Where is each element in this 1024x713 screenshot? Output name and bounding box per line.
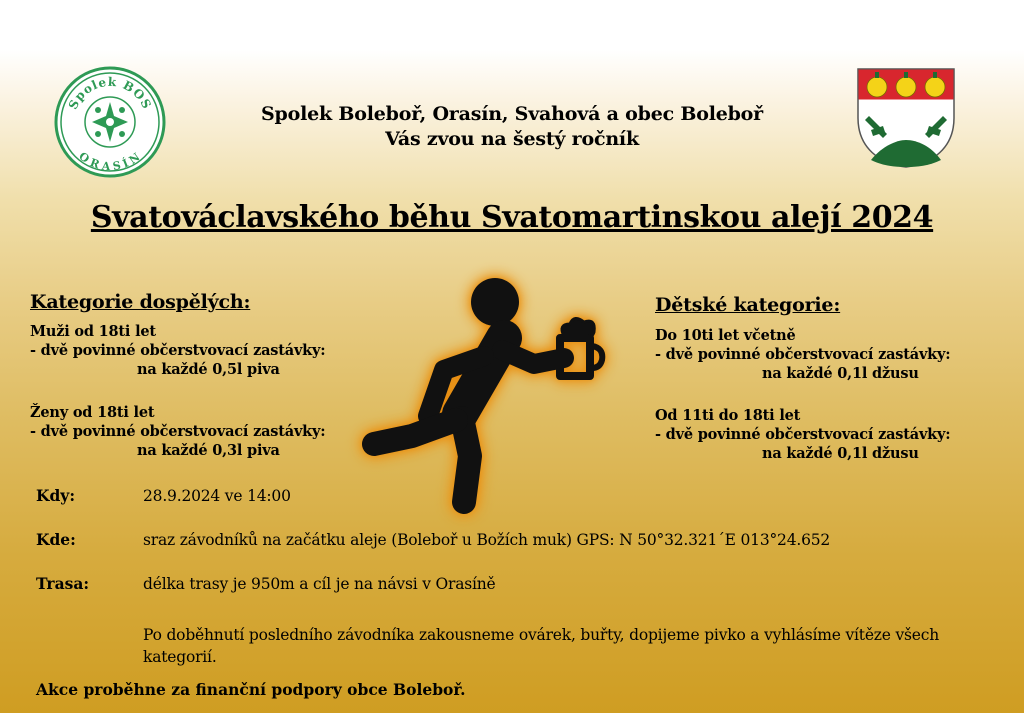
adult-men-category [30,322,325,379]
svg-text:Spolek BOS: Spolek BOS [65,74,155,112]
category-name: Do 10ti let včetně [655,327,796,344]
organizer-line: Spolek Boleboř, Orasín, Svahová a obec Boleboř [261,103,763,125]
when-value: 28.9.2024 ve 14:00 [143,487,291,505]
category-name: Od 11ti do 18ti let [655,407,801,424]
route-value: délka trasy je 950m a cíl je na návsi v Orasíně [143,575,496,593]
runner-with-beer-icon [352,266,614,524]
kids-11-18-category [655,406,950,463]
route-label: Trasa: [36,574,90,593]
adult-women-category [30,403,325,460]
category-name: Ženy od 18ti let [30,404,155,421]
category-name: Muži od 18ti let [30,323,156,340]
category-rule: - dvě povinné občerstvovací zastávky: [655,426,951,443]
where-label: Kde: [36,530,76,549]
kids-under-10-category [655,326,950,383]
event-title: Svatováclavského běhu Svatomartinskou alejí 2024 [90,200,934,235]
adult-categories-heading: Kategorie dospělých: [30,291,251,313]
category-detail: na každé 0,3l piva [137,442,280,459]
invite-line: Vás zvou na šestý ročník [385,128,639,150]
where-value: sraz závodníků na začátku aleje (Boleboř u Božích muk) GPS: N 50°32.321´E 013°24.652 [143,531,831,549]
sponsor-footer: Akce proběhne za finanční podpory obce Boleboř. [36,680,466,699]
category-rule: - dvě povinné občerstvovací zastávky: [655,346,951,363]
when-label: Kdy: [36,486,76,505]
category-detail: na každé 0,1l džusu [762,365,919,382]
kids-categories-heading: Dětské kategorie: [655,294,841,316]
category-rule: - dvě povinné občerstvovací zastávky: [30,342,326,359]
category-rule: - dvě povinné občerstvovací zastávky: [30,423,326,440]
category-detail: na každé 0,1l džusu [762,445,919,462]
category-detail: na každé 0,5l piva [137,361,280,378]
svg-text:ORASÍN: ORASÍN [76,149,144,174]
after-race-text: Po doběhnutí posledního závodníka zakousneme ovárek, buřty, dopijeme pivko a vyhlásíme vítěze všech kategorií. [143,626,940,666]
